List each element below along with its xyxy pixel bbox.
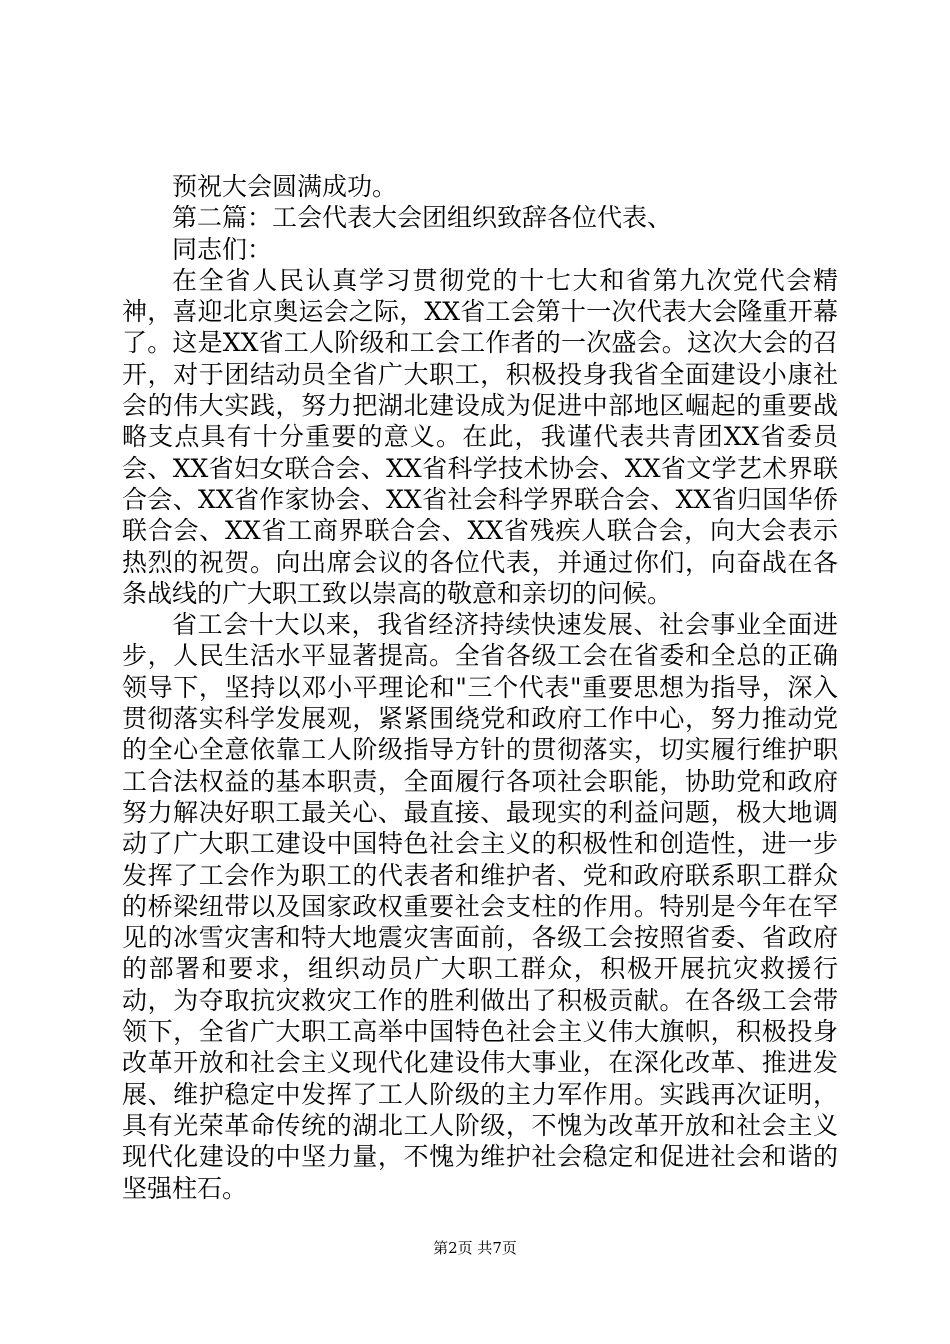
paragraph-salutation: 同志们： <box>172 234 273 264</box>
page-number-footer: 第2页 共7页 <box>433 1239 517 1257</box>
document-body <box>122 171 838 1204</box>
paragraph-closing-wish: 预祝大会圆满成功。 <box>172 172 398 201</box>
paragraph-congratulations: 在全省人民认真学习贯彻党的十七大和省第九次党代会精神，喜迎北京奥运会之际，XX省工会第十一次代表大会隆重开幕了。这是XX省工人阶级和工会工作者的一次盛会。这次大会的召开，对于团结动员全省广大职工，积极投身我省全面建设小康社会的伟大实践，努力把湖北建设成为促进中部地区崛起的重要战略支点具有十分重要的意义。在此，我谨代表共青团XX省委员会、XX省妇女联合会、XX省科学技术协会、XX省文学艺术界联合会、XX省作家协会、XX省社会科学界联合会、XX省归国华侨联合会、XX省工商界联合会、XX省残疾人联合会，向大会表示热烈的祝贺。向出席会议的各位代表，并通过你们，向奋战在各条战线的广大职工致以崇高的敬意和亲切的问候。 <box>122 265 838 608</box>
paragraph-section-title: 第二篇：工会代表大会团组织致辞各位代表、 <box>172 203 673 233</box>
paragraph-achievements: 省工会十大以来，我省经济持续快速发展、社会事业全面进步，人民生活水平显著提高。全省各级工会在省委和全总的正确领导下，坚持以邓小平理论和"三个代表"重要思想为指导，深入贯彻落实科学发展观，紧紧围绕党和政府工作中心，努力推动党的全心全意依靠工人阶级指导方针的贯彻落实，切实履行维护职工合法权益的基本职责，全面履行各项社会职能，协助党和政府努力解决好职工最关心、最直接、最现实的利益问题，极大地调动了广大职工建设中国特色社会主义的积极性和创造性，进一步发挥了工会作为职工的代表者和维护者、党和政府联系职工群众的桥梁纽带以及国家政权重要社会支柱的作用。特别是今年在罕见的冰雪灾害和特大地震灾害面前，各级工会按照省委、省政府的部署和要求，组织动员广大职工群众，积极开展抗灾救援行动，为夺取抗灾救灾工作的胜利做出了积极贡献。在各级工会带领下，全省广大职工高举中国特色社会主义伟大旗帜，积极投身改革开放和社会主义现代化建设伟大事业，在深化改革、推进发展、维护稳定中发挥了工人阶级的主力军作用。实践再次证明，具有光荣革命传统的湖北工人阶级，不愧为改革开放和社会主义现代化建设的中坚力量，不愧为维护社会稳定和促进社会和谐的坚强柱石。 <box>122 610 838 1203</box>
